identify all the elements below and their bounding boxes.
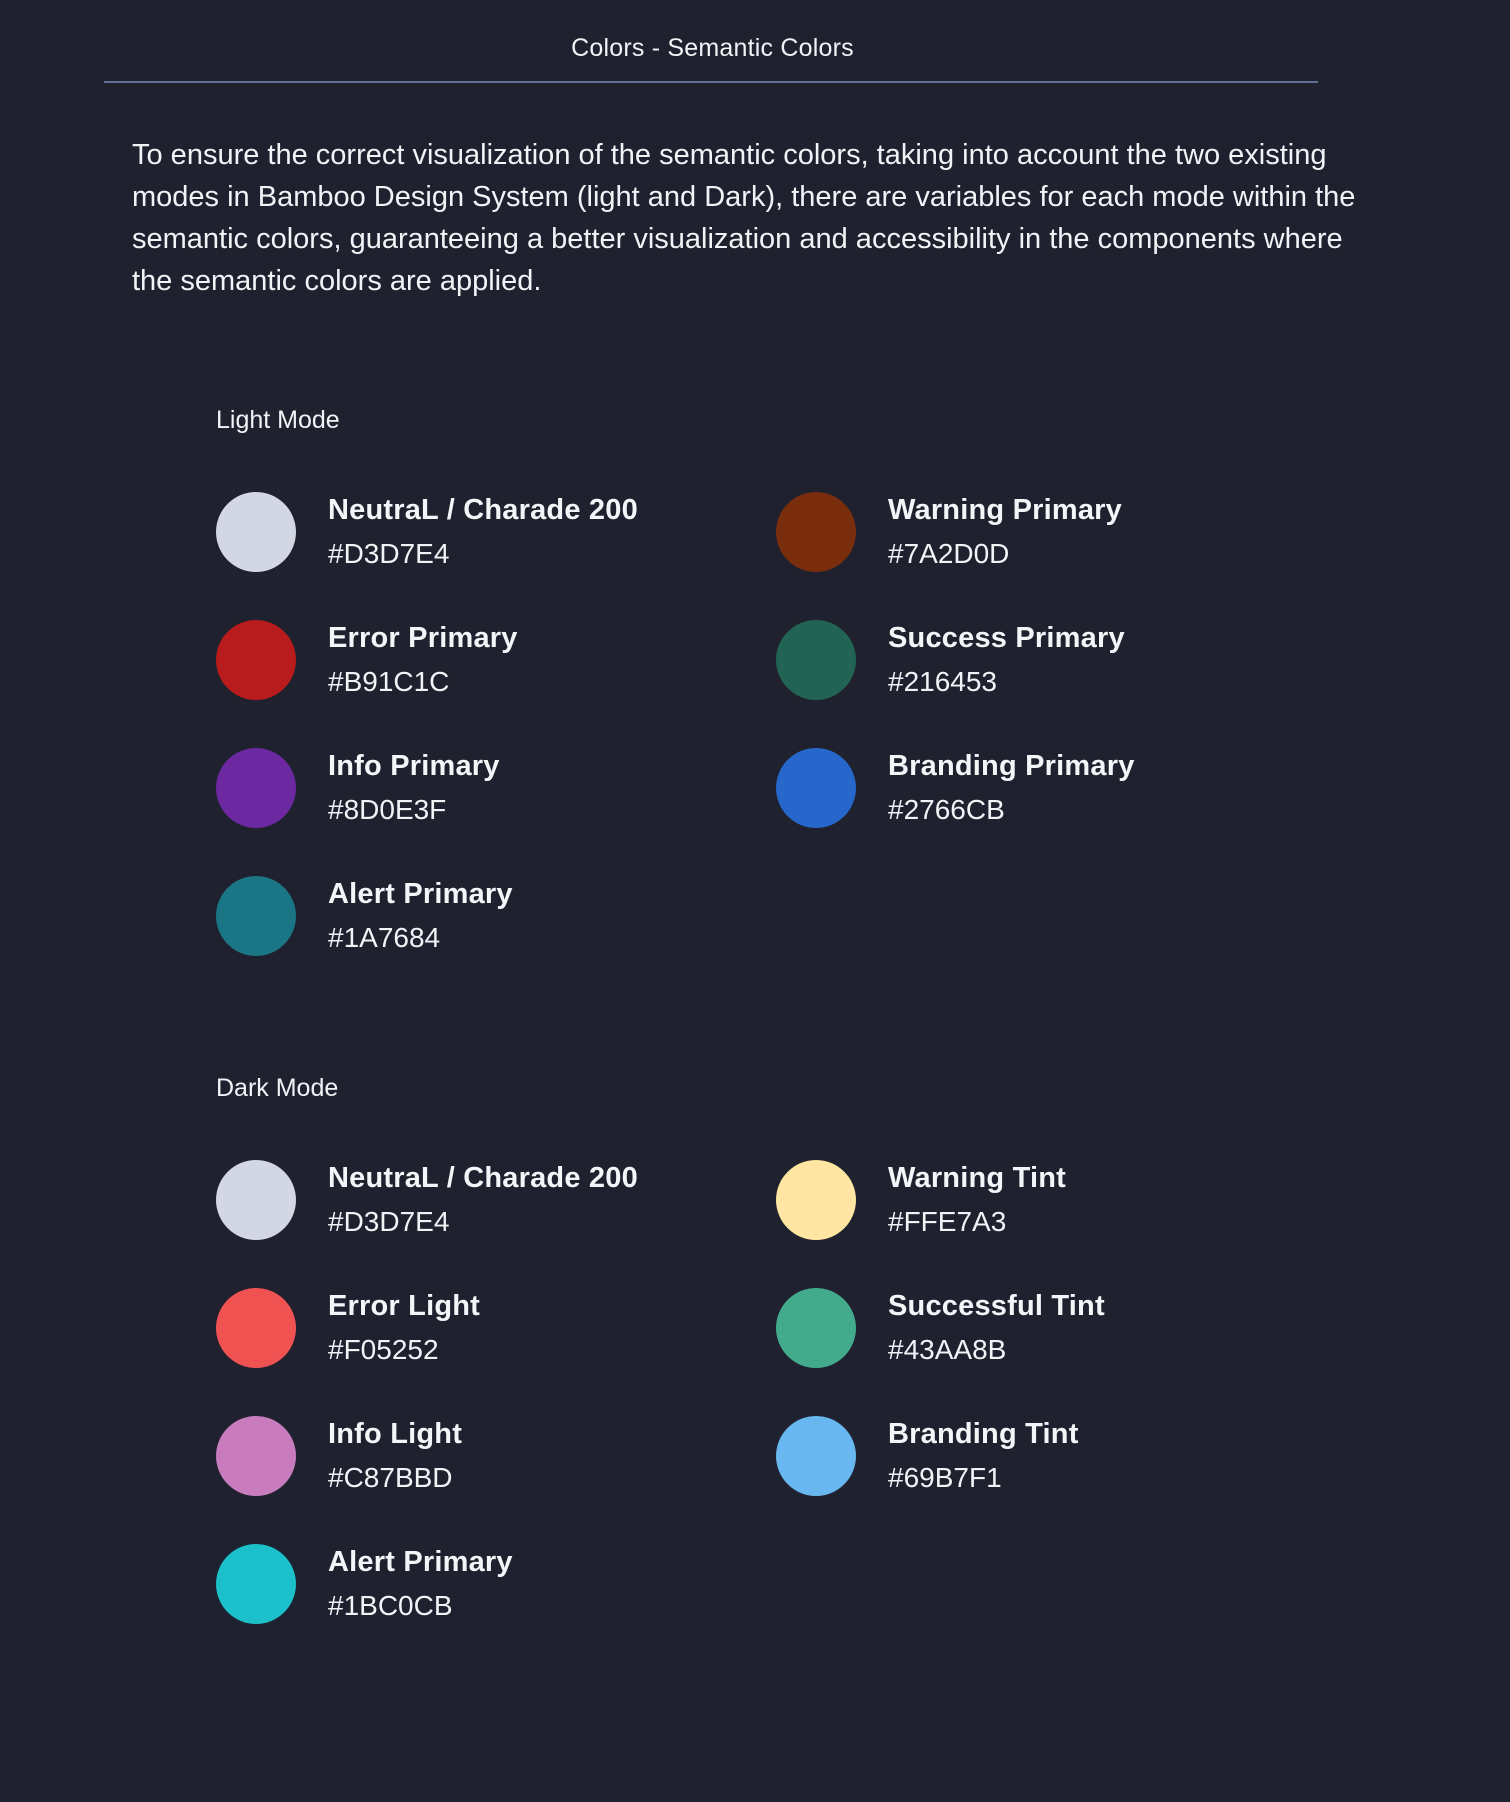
swatch-item [216,852,776,980]
light-mode-label: Light Mode [216,406,340,434]
swatch-hex: #7A2D0D [888,538,1010,569]
swatch-hex: #2766CB [888,794,1005,825]
swatch-hex: #43AA8B [888,1334,1007,1365]
swatch-item [216,596,776,724]
swatch-hex: #8D0E3F [328,794,447,825]
color-swatch-circle [216,1288,296,1368]
color-swatch-circle [776,1416,856,1496]
page-title: Colors - Semantic Colors [571,34,854,62]
swatch-item [776,1264,1216,1392]
swatch-name: Branding Primary [888,750,1135,782]
color-swatch-circle [776,748,856,828]
swatch-hex: #B91C1C [328,666,450,697]
color-swatch-circle [776,620,856,700]
swatch-name: NeutraL / Charade 200 [328,494,638,526]
swatch-name: Error Light [328,1290,481,1322]
swatch-name: Successful Tint [888,1290,1105,1322]
color-swatch-circle [216,876,296,956]
swatch-item [216,724,776,852]
swatch-name: NeutraL / Charade 200 [328,1162,638,1194]
color-swatch-circle [776,492,856,572]
swatch-hex: #1A7684 [328,922,441,953]
swatch-hex: #C87BBD [328,1462,453,1493]
color-swatch-circle [776,1288,856,1368]
swatch-hex: #F05252 [328,1334,439,1365]
swatch-name: Info Light [328,1418,463,1450]
swatch-name: Branding Tint [888,1418,1079,1450]
swatch-name: Alert Primary [328,1546,513,1578]
color-swatch-circle [216,1160,296,1240]
swatch-name: Error Primary [328,622,518,654]
color-swatch-circle [216,620,296,700]
intro-paragraph: To ensure the correct visualization of the semantic colors, taking into account the two existing modes in Bamboo Design System (light and Dark), there are variables for each mode within the semantic colors, guaranteeing a better visualization and accessibility in the components where the semantic colors are applied. [132,139,1356,297]
swatch-hex: #D3D7E4 [328,538,450,569]
swatch-hex: #216453 [888,666,998,697]
swatch-hex: #69B7F1 [888,1462,1002,1493]
swatch-item [776,468,1216,596]
color-swatch-circle [216,1416,296,1496]
swatch-item [216,1264,776,1392]
swatch-item [776,596,1216,724]
color-swatch-circle [776,1160,856,1240]
swatch-hex: #D3D7E4 [328,1206,450,1237]
light-mode-swatch-grid [216,468,1216,980]
swatch-name: Success Primary [888,622,1125,654]
swatch-item [216,1520,776,1648]
dark-mode-swatch-grid [216,1136,1216,1648]
swatch-hex: #FFE7A3 [888,1206,1007,1237]
swatch-hex: #1BC0CB [328,1590,453,1621]
swatch-item [776,1136,1216,1264]
color-swatch-circle [216,492,296,572]
swatch-name: Warning Tint [888,1162,1066,1194]
color-swatch-circle [216,1544,296,1624]
color-swatch-circle [216,748,296,828]
swatch-name: Info Primary [328,750,500,782]
dark-mode-label: Dark Mode [216,1074,339,1102]
swatch-item [776,1392,1216,1520]
title-divider [104,81,1318,83]
swatch-item [216,468,776,596]
swatch-name: Alert Primary [328,878,513,910]
swatch-item [216,1392,776,1520]
swatch-item [776,724,1216,852]
swatch-name: Warning Primary [888,494,1122,526]
swatch-item [216,1136,776,1264]
